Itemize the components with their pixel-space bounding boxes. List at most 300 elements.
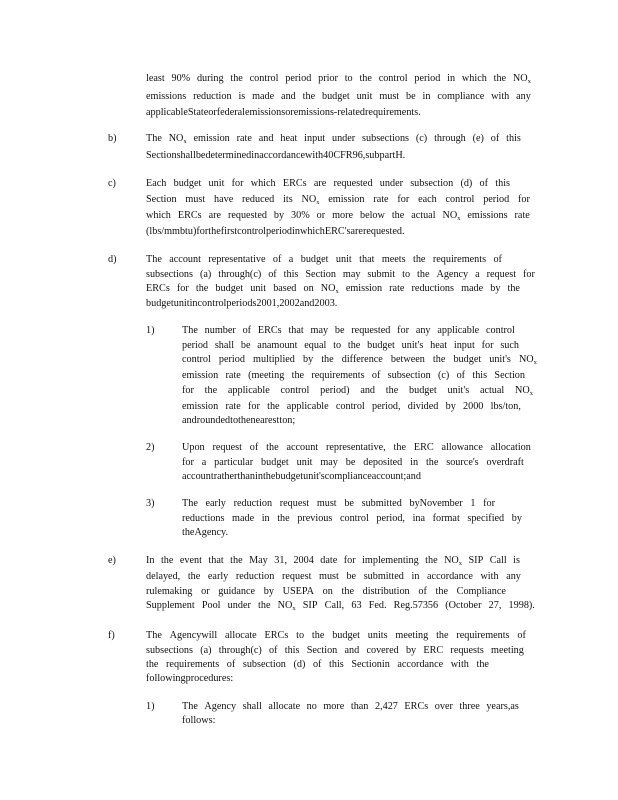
word: control bbox=[445, 194, 475, 205]
word: the bbox=[417, 269, 430, 280]
word: heat bbox=[280, 133, 298, 144]
word: the bbox=[391, 210, 405, 221]
item-label: f) bbox=[108, 630, 115, 641]
word: SIP bbox=[302, 600, 318, 611]
word: State bbox=[187, 107, 209, 118]
word: applicable bbox=[146, 107, 188, 118]
word: for bbox=[397, 194, 410, 205]
word: any bbox=[506, 571, 521, 582]
word: rate bbox=[373, 194, 389, 205]
word: allocate bbox=[268, 701, 301, 712]
word: ina bbox=[412, 513, 426, 524]
word: budget bbox=[321, 91, 350, 102]
word: which bbox=[250, 178, 276, 189]
word: of bbox=[479, 178, 489, 189]
word: allocation bbox=[490, 442, 531, 453]
word: more bbox=[332, 210, 354, 221]
word: applicable bbox=[437, 325, 480, 336]
text-line bbox=[146, 226, 405, 238]
word: control bbox=[335, 401, 365, 412]
word: requirements bbox=[166, 659, 220, 670]
word: for bbox=[518, 194, 530, 205]
word: meeting bbox=[395, 630, 429, 641]
word: following bbox=[146, 673, 186, 684]
word: The bbox=[146, 254, 162, 265]
word: for bbox=[397, 325, 410, 336]
word: reduced bbox=[242, 194, 275, 205]
word: requirements bbox=[311, 370, 365, 381]
word: Agency. bbox=[194, 527, 229, 538]
word: budget bbox=[332, 630, 360, 641]
word: of bbox=[226, 659, 236, 670]
word: may bbox=[310, 325, 329, 336]
word: of bbox=[312, 659, 322, 670]
word: unit's bbox=[489, 354, 511, 365]
word: the bbox=[187, 571, 201, 582]
word: byNovember bbox=[409, 498, 463, 509]
word: may bbox=[342, 269, 361, 280]
word: unit bbox=[356, 91, 373, 102]
word: emissions bbox=[146, 91, 187, 102]
word: or bbox=[201, 586, 210, 597]
word: for bbox=[231, 178, 244, 189]
word: actual bbox=[479, 385, 505, 396]
word: based bbox=[273, 283, 297, 294]
word: in bbox=[410, 457, 419, 468]
word: prior bbox=[318, 73, 338, 84]
word: $NO_x$ bbox=[512, 73, 531, 85]
word: a bbox=[201, 457, 207, 468]
word: shall bbox=[176, 150, 196, 161]
word: Call, bbox=[324, 600, 345, 611]
word: by bbox=[511, 513, 522, 524]
word: of bbox=[418, 586, 427, 597]
word: account bbox=[182, 471, 214, 482]
word: the bbox=[413, 254, 426, 265]
word: any bbox=[516, 91, 531, 102]
word: compliance bbox=[437, 91, 485, 102]
word: the bbox=[311, 630, 325, 641]
word: the bbox=[341, 586, 354, 597]
word: requests bbox=[450, 645, 484, 656]
text-line bbox=[146, 91, 531, 103]
word: period, bbox=[376, 513, 405, 524]
text-line bbox=[146, 269, 535, 281]
word: that bbox=[288, 325, 304, 336]
word: emissions bbox=[293, 107, 334, 118]
text-line bbox=[146, 630, 526, 642]
word: applicable bbox=[227, 385, 270, 396]
word: this bbox=[506, 133, 521, 144]
word: this bbox=[283, 269, 299, 280]
word: under bbox=[379, 178, 403, 189]
word: Sectionin bbox=[351, 659, 390, 670]
word: (a) bbox=[199, 269, 212, 280]
word: be bbox=[344, 498, 354, 509]
word: budget bbox=[275, 471, 304, 482]
word: 2000 bbox=[463, 401, 484, 412]
word: $NO_x$ bbox=[277, 600, 296, 612]
text-line bbox=[182, 513, 522, 525]
text-line bbox=[182, 527, 228, 539]
word: the bbox=[425, 457, 439, 468]
word: the bbox=[507, 283, 520, 294]
text-line bbox=[182, 415, 295, 427]
word: during bbox=[196, 73, 224, 84]
word: 90% bbox=[171, 73, 191, 84]
word: and bbox=[360, 385, 376, 396]
word: and bbox=[406, 471, 421, 482]
word: in bbox=[447, 73, 456, 84]
word: SIP bbox=[468, 555, 484, 566]
word: made bbox=[461, 283, 484, 294]
word: of bbox=[456, 370, 466, 381]
word: the bbox=[230, 555, 243, 566]
word: the bbox=[146, 659, 159, 670]
word: period bbox=[266, 226, 293, 237]
text-line bbox=[146, 73, 531, 85]
word: period bbox=[414, 73, 441, 84]
text-line bbox=[146, 150, 405, 162]
word: particular bbox=[214, 457, 254, 468]
word: $NO_x$ bbox=[518, 354, 537, 366]
text-line bbox=[182, 471, 421, 483]
word: first bbox=[220, 226, 238, 237]
text-line bbox=[146, 254, 502, 266]
word: must bbox=[316, 498, 337, 509]
word: allowance bbox=[441, 442, 483, 453]
word: -related bbox=[333, 107, 366, 118]
word: of bbox=[242, 325, 252, 336]
word: difference bbox=[341, 354, 383, 365]
word: in bbox=[251, 150, 260, 161]
word: which bbox=[461, 73, 487, 84]
text-line bbox=[182, 385, 533, 397]
word: subsection bbox=[387, 370, 431, 381]
word: with bbox=[450, 659, 469, 670]
word: for bbox=[182, 457, 194, 468]
word: $NO_x$ bbox=[515, 385, 533, 397]
word: unit's bbox=[401, 340, 424, 351]
word: and bbox=[182, 415, 197, 426]
word: made bbox=[232, 513, 255, 524]
word: no bbox=[306, 701, 317, 712]
word: this bbox=[329, 659, 344, 670]
word: The bbox=[182, 701, 198, 712]
word: ERC's bbox=[324, 226, 351, 237]
word: the bbox=[302, 91, 316, 102]
word: (meeting bbox=[248, 370, 285, 381]
word: reductions bbox=[182, 513, 225, 524]
word: for bbox=[196, 226, 209, 237]
word: delayed, bbox=[146, 571, 181, 582]
item-label: 1) bbox=[146, 701, 155, 712]
text-line bbox=[146, 210, 530, 222]
word: requested bbox=[333, 178, 373, 189]
word: Fed. bbox=[368, 600, 387, 611]
word: account bbox=[169, 254, 201, 265]
word: must bbox=[379, 91, 400, 102]
word: accordance bbox=[259, 150, 306, 161]
word: for bbox=[343, 555, 356, 566]
text-line bbox=[146, 586, 506, 598]
word: a bbox=[288, 254, 294, 265]
text-line bbox=[182, 354, 537, 366]
word: number bbox=[204, 325, 236, 336]
text-line bbox=[182, 401, 521, 413]
text-line bbox=[182, 325, 515, 337]
word: a bbox=[475, 269, 480, 280]
word: least bbox=[146, 73, 165, 84]
word: period bbox=[182, 340, 209, 351]
text-line bbox=[146, 298, 337, 310]
word: rulemaking bbox=[146, 586, 193, 597]
word: budget bbox=[215, 283, 244, 294]
word: submit bbox=[367, 269, 396, 280]
word: input bbox=[304, 133, 326, 144]
word: the bbox=[204, 385, 218, 396]
word: emissions bbox=[467, 210, 508, 221]
text-line bbox=[182, 715, 215, 727]
word: unit bbox=[208, 178, 225, 189]
word: rate bbox=[514, 210, 530, 221]
word: Section bbox=[306, 645, 338, 656]
word: The bbox=[182, 325, 198, 336]
word: reduction bbox=[233, 498, 273, 509]
word: the bbox=[436, 630, 449, 641]
word: Call bbox=[489, 555, 507, 566]
word: Reg.57356 bbox=[393, 600, 439, 611]
word: representative bbox=[208, 254, 266, 265]
word: made bbox=[252, 91, 275, 102]
word: control bbox=[280, 385, 310, 396]
word: by bbox=[490, 283, 501, 294]
word: account; bbox=[371, 471, 407, 482]
word: and bbox=[258, 133, 274, 144]
word: be bbox=[406, 91, 416, 102]
word: subsections bbox=[146, 645, 193, 656]
word: request bbox=[281, 571, 312, 582]
word: deposited bbox=[363, 457, 403, 468]
word: date bbox=[320, 555, 338, 566]
word: of bbox=[371, 370, 381, 381]
word: request bbox=[486, 269, 517, 280]
word: in bbox=[255, 471, 263, 482]
text-line bbox=[182, 701, 519, 713]
word: 27, bbox=[488, 600, 502, 611]
word: by bbox=[445, 401, 456, 412]
word: and bbox=[299, 298, 315, 309]
text-line bbox=[182, 498, 495, 510]
word: is bbox=[238, 91, 246, 102]
word: may bbox=[320, 457, 338, 468]
text-line bbox=[182, 340, 519, 352]
word: the bbox=[267, 401, 280, 412]
word: budget bbox=[300, 254, 329, 265]
word: in bbox=[422, 91, 431, 102]
word: are bbox=[350, 226, 363, 237]
word: between bbox=[390, 354, 425, 365]
word: period, bbox=[371, 401, 401, 412]
word: Section bbox=[494, 370, 525, 381]
word: the bbox=[476, 659, 489, 670]
word: be bbox=[346, 571, 357, 582]
word: determined bbox=[205, 150, 252, 161]
word: Agency bbox=[204, 701, 237, 712]
word: below bbox=[359, 210, 385, 221]
word: (October bbox=[445, 600, 482, 611]
word: is bbox=[513, 555, 520, 566]
word: the bbox=[385, 385, 399, 396]
word: with bbox=[305, 150, 324, 161]
word: to bbox=[333, 340, 342, 351]
word: in bbox=[189, 298, 198, 309]
word: meets bbox=[381, 254, 406, 265]
word: actual bbox=[411, 210, 436, 221]
word: or bbox=[316, 210, 326, 221]
word: subsection bbox=[242, 659, 286, 670]
word: with bbox=[480, 571, 499, 582]
word: three bbox=[459, 701, 480, 712]
word: request bbox=[212, 442, 242, 453]
word: for bbox=[523, 269, 535, 280]
text-line bbox=[146, 659, 489, 671]
word: must bbox=[185, 194, 206, 205]
word: rather bbox=[213, 471, 238, 482]
word: control bbox=[237, 226, 266, 237]
word: 2003. bbox=[314, 298, 338, 309]
word: the bbox=[425, 555, 438, 566]
word: of bbox=[268, 269, 277, 280]
word: 2001, bbox=[256, 298, 280, 309]
word: than bbox=[237, 471, 255, 482]
word: have bbox=[213, 194, 234, 205]
word: account bbox=[286, 442, 319, 453]
word: early bbox=[205, 498, 226, 509]
word: requirements. bbox=[365, 107, 421, 118]
word: or bbox=[285, 107, 294, 118]
word: of bbox=[493, 254, 502, 265]
word: submitted bbox=[361, 498, 402, 509]
word: Compliance bbox=[456, 586, 506, 597]
word: Section bbox=[305, 269, 336, 280]
word: requested. bbox=[362, 226, 405, 237]
word: 2004 bbox=[293, 555, 314, 566]
word: to bbox=[296, 630, 305, 641]
word: meeting bbox=[491, 645, 524, 656]
text-line bbox=[146, 133, 521, 145]
word: the bbox=[238, 415, 251, 426]
word: shall bbox=[242, 701, 262, 712]
word: under bbox=[227, 600, 251, 611]
word: procedures: bbox=[185, 673, 234, 684]
word: requirements bbox=[432, 254, 487, 265]
word: through bbox=[434, 133, 466, 144]
word: Agency bbox=[436, 269, 469, 280]
word: in bbox=[292, 226, 300, 237]
word: The bbox=[146, 133, 162, 144]
word: 1 bbox=[470, 498, 476, 509]
word: Supplement bbox=[146, 600, 195, 611]
word: requested bbox=[351, 325, 391, 336]
word: 2002 bbox=[279, 298, 300, 309]
word: the bbox=[359, 73, 372, 84]
word: and bbox=[344, 645, 360, 656]
word: (lbs/mmbtu) bbox=[146, 226, 197, 237]
word: 96, bbox=[352, 150, 366, 161]
word: budget bbox=[453, 354, 482, 365]
word: subsection bbox=[410, 178, 454, 189]
word: (c) bbox=[415, 133, 428, 144]
word: for bbox=[247, 401, 260, 412]
word: by bbox=[263, 586, 274, 597]
word: for bbox=[176, 283, 189, 294]
word: rate bbox=[225, 370, 241, 381]
text-line bbox=[146, 600, 535, 612]
word: on bbox=[322, 586, 333, 597]
word: the bbox=[291, 370, 305, 381]
word: for bbox=[182, 385, 194, 396]
word: or bbox=[208, 107, 217, 118]
word: ERCs bbox=[264, 630, 289, 641]
word: USEPA bbox=[282, 586, 314, 597]
word: control bbox=[249, 73, 279, 84]
word: equal bbox=[304, 340, 327, 351]
word: on bbox=[303, 283, 314, 294]
word: the bbox=[347, 340, 361, 351]
word: The bbox=[182, 498, 198, 509]
word: 31, bbox=[274, 555, 287, 566]
word: unit bbox=[335, 254, 352, 265]
word: specified bbox=[467, 513, 505, 524]
word: distribution bbox=[362, 586, 410, 597]
text-line bbox=[146, 571, 521, 583]
word: the bbox=[393, 442, 406, 453]
word: to bbox=[344, 73, 353, 84]
word: Agencywill bbox=[169, 630, 218, 641]
word: (d) bbox=[293, 659, 306, 670]
word: emissions bbox=[245, 107, 286, 118]
word: each bbox=[418, 194, 437, 205]
item-label: 2) bbox=[146, 442, 155, 453]
word: unit's bbox=[447, 385, 470, 396]
word: unit's bbox=[303, 471, 325, 482]
word: ERCs bbox=[404, 701, 429, 712]
word: subsections bbox=[146, 269, 193, 280]
word: to bbox=[230, 415, 239, 426]
word: input bbox=[453, 340, 475, 351]
word: the bbox=[160, 555, 174, 566]
word: under bbox=[331, 133, 356, 144]
item-label: e) bbox=[108, 555, 116, 566]
word: source's bbox=[446, 457, 479, 468]
word: such bbox=[500, 340, 519, 351]
word: through(c) bbox=[218, 269, 262, 280]
word: the bbox=[208, 226, 221, 237]
text-line bbox=[182, 457, 524, 469]
word: the bbox=[435, 586, 448, 597]
word: subpart bbox=[365, 150, 396, 161]
word: of bbox=[272, 254, 282, 265]
text-line bbox=[182, 442, 531, 454]
text-line bbox=[146, 107, 421, 119]
word: allocate bbox=[225, 630, 257, 641]
text-line bbox=[146, 645, 524, 657]
word: budget bbox=[173, 178, 202, 189]
word: be bbox=[195, 150, 206, 161]
word: overdraft bbox=[486, 457, 524, 468]
word: control bbox=[485, 325, 515, 336]
